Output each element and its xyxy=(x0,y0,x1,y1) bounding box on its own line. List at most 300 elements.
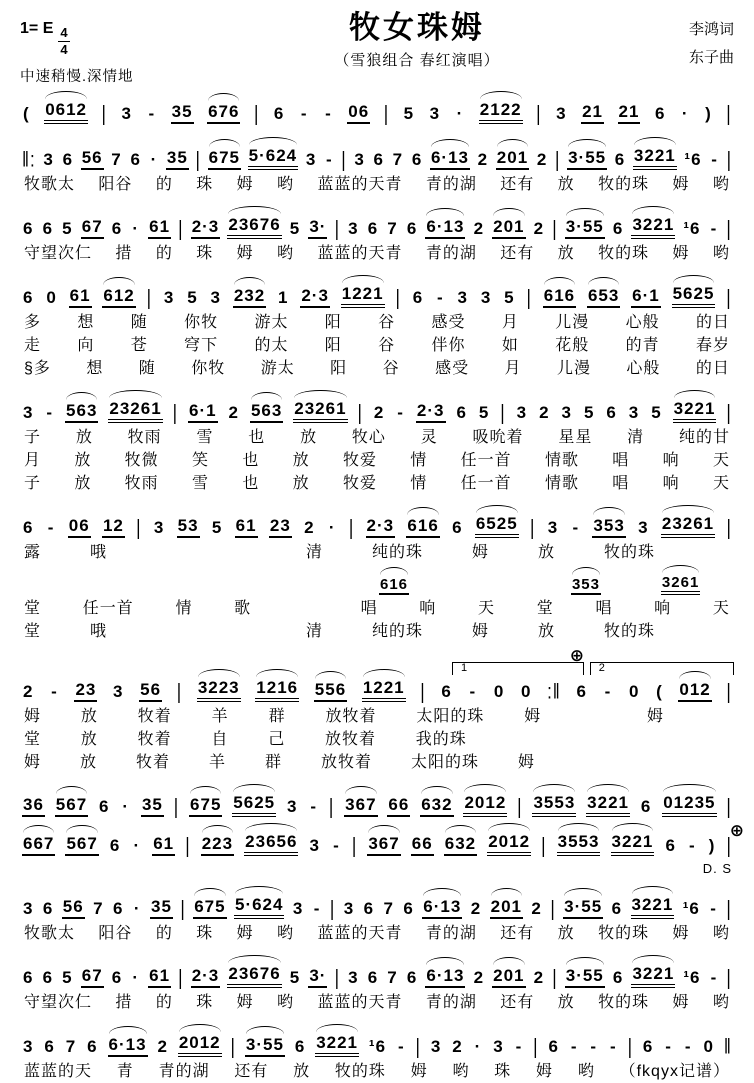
lyric-cluster: 太阳的珠 xyxy=(411,754,480,771)
lyric-cluster: 响 xyxy=(662,452,680,469)
lyric-cluster: 放 xyxy=(557,925,575,942)
lyric-cluster: 谷 xyxy=(382,360,400,377)
lyrics-row xyxy=(20,922,734,945)
lyric-cluster: 穹下 xyxy=(184,337,219,354)
system-3 xyxy=(20,203,734,265)
note-token: 6 xyxy=(456,403,467,422)
lyrics-row xyxy=(20,426,734,449)
lyric-cluster: 你牧 xyxy=(191,360,226,377)
note-token: 12 xyxy=(102,516,125,538)
time-signature xyxy=(58,26,69,56)
lyric-cluster: 哟 xyxy=(452,1063,470,1080)
note-token: 3221 xyxy=(631,964,675,988)
note-token: 06 xyxy=(68,516,91,538)
note-token: 6 xyxy=(109,836,121,855)
note-token: 012 xyxy=(678,680,711,702)
song-title: 牧女珠姆 xyxy=(349,10,485,45)
time-numerator: 4 xyxy=(60,25,68,40)
augmentation-dot: · xyxy=(122,797,130,816)
note-token: 3553 xyxy=(532,793,576,817)
lyric-cluster: 青 xyxy=(116,1063,134,1080)
note-token: 3 xyxy=(163,288,175,307)
lyric-cluster: 哦 xyxy=(90,544,108,561)
barline: | xyxy=(334,965,340,990)
lyric-cluster: 羊 xyxy=(209,754,227,771)
note-token: 6 xyxy=(665,836,676,855)
barline: | xyxy=(726,515,732,540)
lyric-cluster: 心般 xyxy=(626,360,661,377)
final-barline: ‖ xyxy=(723,1034,732,1059)
augmentation-dot: · xyxy=(133,836,141,855)
note-token: 06 xyxy=(347,102,370,124)
note-token: 3·55 xyxy=(565,966,605,988)
note-token: 3·55 xyxy=(563,897,603,919)
duration-dash: - xyxy=(515,1037,523,1056)
lyric-cluster: 牧的珠 xyxy=(603,623,655,640)
note-token: 66 xyxy=(411,834,434,856)
lyric-cluster: 放牧着 xyxy=(321,754,373,771)
note-token: 2 xyxy=(536,150,548,169)
barline: | xyxy=(136,515,142,540)
duration-dash: - xyxy=(46,403,54,422)
lyric-cluster: 放 xyxy=(74,475,92,492)
paren: ) xyxy=(705,104,712,123)
system-4 xyxy=(20,272,734,380)
note-token: 01235 xyxy=(662,793,716,817)
lyric-cluster: 姆 xyxy=(524,708,542,725)
lyric-cluster: 露 xyxy=(24,544,42,561)
note-token: 2 xyxy=(533,968,545,987)
lyricist-credit: 李鸿词 xyxy=(688,21,734,38)
note-token: 6 xyxy=(642,1037,654,1056)
spacer xyxy=(231,542,257,563)
barline: | xyxy=(420,679,426,704)
note-token: 0 xyxy=(703,1037,714,1056)
lyric-cluster: 想 xyxy=(86,360,104,377)
lyric-cluster: 姆 xyxy=(471,623,489,640)
duration-dash: - xyxy=(572,518,580,537)
lyric-cluster: 子 xyxy=(24,475,42,492)
spacer xyxy=(704,706,730,727)
spacer xyxy=(574,752,600,773)
note-token: 2·3 xyxy=(191,217,221,239)
ds-marking: D. S xyxy=(702,861,732,876)
note-token: 6 xyxy=(99,797,110,816)
note-token: 6·13 xyxy=(430,148,470,170)
lyric-cluster: 唱 xyxy=(360,600,378,617)
note-token: 3 xyxy=(210,288,221,307)
note-token: 3221 xyxy=(586,793,630,817)
note-token: 5 xyxy=(62,219,73,238)
notation-row xyxy=(20,88,734,127)
lyric-cluster: 月 xyxy=(504,360,522,377)
note-token: 1221 xyxy=(362,678,406,702)
note-token: 6·1 xyxy=(188,401,218,423)
note-token: 5 xyxy=(651,403,662,422)
barline: | xyxy=(726,285,732,310)
note-token: 6 xyxy=(42,968,54,987)
note-token: 2 xyxy=(157,1037,168,1056)
note-token: 3·55 xyxy=(565,217,605,239)
note-token: 5 xyxy=(289,219,301,238)
note-token: 5·624 xyxy=(234,895,284,919)
barline: | xyxy=(253,101,260,126)
lyric-cluster: 姆 xyxy=(24,754,42,771)
note-token: 56 xyxy=(62,897,85,919)
lyrics-row xyxy=(20,242,734,265)
lyric-cluster: 哟 xyxy=(277,925,295,942)
lyric-cluster: 任一首 xyxy=(460,452,512,469)
lyric-cluster: 姆 xyxy=(672,176,690,193)
barline: | xyxy=(533,1034,539,1059)
volta-2-bracket: 2 xyxy=(590,662,734,675)
lyric-cluster: 放 xyxy=(80,731,98,748)
lyric-cluster: 哟 xyxy=(712,994,730,1011)
duration-dash: - xyxy=(710,899,717,918)
note-token: 6 xyxy=(612,968,624,987)
note-token: 3 xyxy=(121,104,132,123)
augmentation-dot: · xyxy=(328,518,336,537)
note-token: 6·1 xyxy=(631,286,661,308)
note-token: 3 xyxy=(43,150,54,169)
note-token: 5 xyxy=(504,288,515,307)
lyric-cluster: 守望次仁 xyxy=(24,994,93,1011)
lyric-cluster: 放 xyxy=(537,623,555,640)
note-token: 2 xyxy=(304,518,315,537)
note-token: 6 xyxy=(42,219,54,238)
lyric-cluster: 哟 xyxy=(277,994,295,1011)
notation-row xyxy=(20,1021,734,1060)
lyric-cluster: 子 xyxy=(24,429,42,446)
lyric-cluster: 唱 xyxy=(595,600,613,617)
lyric-cluster: 的 xyxy=(155,994,173,1011)
note-token: 353 xyxy=(592,516,625,538)
lyric-cluster: 灵 xyxy=(420,429,438,446)
lyric-cluster: 你牧 xyxy=(184,314,219,331)
duration-dash: - xyxy=(325,150,333,169)
lyric-cluster: 青的湖 xyxy=(425,925,477,942)
note-token: 56 xyxy=(81,148,104,170)
barline: | xyxy=(726,965,732,990)
note-token: 3 xyxy=(153,518,165,537)
lyric-cluster: 堂 xyxy=(24,600,42,617)
lyric-cluster: 牧歌太 xyxy=(24,176,76,193)
note-token: 6·13 xyxy=(425,966,465,988)
lyrics-row xyxy=(20,472,734,495)
lyric-cluster: 放牧着 xyxy=(325,708,377,725)
note-token: 567 xyxy=(65,834,98,856)
lyric-cluster: 青的湖 xyxy=(158,1063,210,1080)
barline: | xyxy=(185,833,191,858)
lyric-cluster: 还有 xyxy=(500,925,535,942)
note-token: 6 xyxy=(611,899,623,918)
lyric-cluster: 感受 xyxy=(431,314,466,331)
note-token: 675 xyxy=(193,897,226,919)
composer-credit: 东子曲 xyxy=(688,48,734,66)
augmentation-dot: · xyxy=(133,899,141,918)
note-token: 6 xyxy=(23,219,34,238)
note-token: 3221 xyxy=(315,1033,359,1057)
note-token: 2 xyxy=(477,150,489,169)
notation-row xyxy=(20,203,734,242)
barline: | xyxy=(552,965,558,990)
lyric-cluster: 堂 xyxy=(536,600,554,617)
spacer xyxy=(639,752,665,773)
lyric-cluster: 星星 xyxy=(558,429,593,446)
barline: | xyxy=(341,147,347,172)
duration-dash: - xyxy=(325,104,332,123)
spacer xyxy=(156,621,182,642)
note-token: 23 xyxy=(269,516,292,538)
barline: | xyxy=(526,285,532,310)
lyric-cluster: 守望次仁 xyxy=(24,245,93,262)
lyric-cluster: 姆 xyxy=(236,245,254,262)
duration-dash: - xyxy=(300,104,308,123)
note-token: 2 xyxy=(531,899,542,918)
lyric-cluster: 游太 xyxy=(254,314,289,331)
note-token: 7 xyxy=(387,219,398,238)
note-token: 675 xyxy=(189,795,222,817)
note-token: 6 xyxy=(452,518,463,537)
note-token: 7 xyxy=(383,899,394,918)
note-token: 6 xyxy=(23,288,34,307)
lyric-cluster: 放 xyxy=(75,429,93,446)
note-token: 61 xyxy=(148,217,171,239)
notation-row xyxy=(20,781,734,820)
lyric-cluster: 的太 xyxy=(254,337,289,354)
lyric-cluster: 牧微 xyxy=(124,452,159,469)
note-token: 3 xyxy=(516,403,528,422)
lyric-cluster: 响 xyxy=(419,600,437,617)
lyric-cluster: 牧心 xyxy=(351,429,386,446)
note-token: 6 xyxy=(576,682,587,701)
lyric-cluster: 姆 xyxy=(672,245,690,262)
augmentation-dot: · xyxy=(132,219,140,238)
note-token: 353 xyxy=(571,576,600,593)
note-token: 632 xyxy=(420,795,453,817)
note-token: 2012 xyxy=(178,1033,222,1057)
note-token: 2122 xyxy=(479,100,523,124)
lyric-cluster: 蓝蓝的天 xyxy=(24,1063,93,1080)
lyric-cluster: 心般 xyxy=(625,314,660,331)
lyric-cluster: 珠 xyxy=(196,245,214,262)
note-token: 23656 xyxy=(244,832,298,856)
note-token: 6 xyxy=(367,968,379,987)
augmentation-dot: · xyxy=(681,104,689,123)
barline: | xyxy=(726,216,732,241)
note-token: 6 xyxy=(62,150,74,169)
note-token: 6 xyxy=(403,899,414,918)
lyric-cluster: 游太 xyxy=(260,360,295,377)
lyric-cluster: 牧雨 xyxy=(124,475,159,492)
note-token: 563 xyxy=(250,401,283,423)
note-token: 53 xyxy=(177,516,200,538)
note-token: 67 xyxy=(81,966,104,988)
barline: | xyxy=(726,679,732,704)
note-token: 5625 xyxy=(232,793,276,817)
note-token: 3221 xyxy=(673,399,717,423)
note-token: 7 xyxy=(392,150,404,169)
note-token: 61 xyxy=(152,834,175,856)
note-token: 6 xyxy=(411,150,423,169)
note-token: 3 xyxy=(628,403,640,422)
note-token: 23676 xyxy=(227,964,281,988)
note-token: 6·13 xyxy=(108,1035,148,1057)
lyric-cluster: 牧的珠 xyxy=(598,245,650,262)
note-token: 56 xyxy=(139,680,162,702)
lyric-cluster: 哦 xyxy=(90,623,108,640)
spacer xyxy=(638,729,664,750)
key-signature xyxy=(20,10,195,56)
lyric-cluster: 哟 xyxy=(577,1063,595,1080)
system-9 xyxy=(20,883,734,945)
lyric-cluster: 自 xyxy=(211,731,229,748)
note-token: 616 xyxy=(543,286,576,308)
coda-icon: ⊕ xyxy=(729,821,744,840)
lyric-cluster: 牧着 xyxy=(137,708,172,725)
duration-dash: - xyxy=(148,104,156,123)
duration-dash: - xyxy=(313,899,321,918)
lyric-cluster: 天 xyxy=(712,452,730,469)
lyric-cluster: 阳 xyxy=(324,337,342,354)
lyric-cluster: 还有 xyxy=(500,994,535,1011)
lyric-cluster: 放 xyxy=(74,452,92,469)
note-token: 7 xyxy=(93,899,104,918)
note-token: 3 xyxy=(292,899,304,918)
note-token: 2 xyxy=(373,403,385,422)
note-token: 6525 xyxy=(475,514,519,538)
notation-row xyxy=(20,883,734,922)
lyric-cluster: 珠 xyxy=(494,1063,512,1080)
paren: ) xyxy=(708,836,716,855)
lyric-cluster: 青的湖 xyxy=(425,994,477,1011)
lyric-cluster: 姆 xyxy=(24,708,42,725)
lyric-cluster: 情歌 xyxy=(544,452,579,469)
lyric-cluster: 伴你 xyxy=(431,337,466,354)
barline: | xyxy=(726,101,732,126)
lyric-cluster: 也 xyxy=(242,475,260,492)
duration-dash: - xyxy=(688,836,696,855)
lyric-cluster: 牧的珠 xyxy=(603,544,655,561)
lyric-cluster: 响 xyxy=(654,600,672,617)
note-token: 2·3 xyxy=(191,966,221,988)
notation-row xyxy=(20,502,734,541)
lyric-cluster: 笑 xyxy=(191,452,209,469)
lyric-cluster: 花般 xyxy=(555,337,590,354)
lyric-cluster: 向 xyxy=(77,337,95,354)
note-token: 6 xyxy=(406,968,418,987)
note-token: 6 xyxy=(441,682,452,701)
spacer xyxy=(293,598,319,619)
lyric-cluster: 放 xyxy=(557,994,575,1011)
lyric-cluster: 情 xyxy=(410,452,428,469)
note-token: 35 xyxy=(150,897,173,919)
note-token: 0 xyxy=(46,288,57,307)
notation-row xyxy=(20,272,734,311)
barline: | xyxy=(541,833,547,858)
barline: | xyxy=(726,833,732,858)
lyric-cluster: 也 xyxy=(242,452,260,469)
barline: | xyxy=(146,285,153,310)
note-token: 2 xyxy=(473,968,485,987)
lyric-cluster: 感受 xyxy=(435,360,470,377)
note-token: 3221 xyxy=(631,895,675,919)
barline: | xyxy=(517,794,523,819)
spacer xyxy=(704,752,730,773)
system-7 xyxy=(20,646,734,774)
lyrics-row xyxy=(20,728,734,751)
note-token: 2·3 xyxy=(416,401,446,423)
duration-dash: - xyxy=(570,1037,578,1056)
system-1 xyxy=(20,88,734,127)
note-token: 0 xyxy=(628,682,640,701)
barline: | xyxy=(328,794,335,819)
duration-dash: - xyxy=(710,968,718,987)
lyric-cluster: 姆 xyxy=(410,1063,428,1080)
lyric-cluster: 放 xyxy=(557,176,575,193)
lyric-cluster: 儿漫 xyxy=(556,360,591,377)
lyric-cluster: 任一首 xyxy=(460,475,512,492)
note-token: 3 xyxy=(493,1037,504,1056)
system-10 xyxy=(20,952,734,1014)
lyric-cluster: 牧的珠 xyxy=(598,994,650,1011)
duration-dash: - xyxy=(397,1037,405,1056)
note-token: 3 xyxy=(638,518,649,537)
note-token: 3 xyxy=(547,518,559,537)
lyric-cluster: 苍 xyxy=(130,337,148,354)
note-token: 3 xyxy=(305,150,317,169)
lyric-cluster: 清 xyxy=(305,544,323,561)
duration-dash: - xyxy=(51,682,58,701)
note-token: 66 xyxy=(387,795,410,817)
note-token: 201 xyxy=(492,217,525,239)
note-token: 6 xyxy=(23,518,34,537)
lyric-cluster: 的日 xyxy=(695,314,730,331)
note-token: 3· xyxy=(308,217,327,239)
note-token: 35 xyxy=(166,148,189,170)
note-token: ¹6 xyxy=(683,968,701,987)
duration-dash: - xyxy=(604,682,612,701)
duration-dash: - xyxy=(397,403,404,422)
lyric-cluster: 天 xyxy=(712,600,730,617)
header-left xyxy=(20,10,195,86)
lyric-cluster: 放 xyxy=(80,754,98,771)
note-token: 201 xyxy=(496,148,529,170)
barline: | xyxy=(500,400,506,425)
note-token: 3· xyxy=(308,966,327,988)
lyric-cluster: 纯的珠 xyxy=(371,544,423,561)
note-token: 567 xyxy=(55,795,88,817)
duration-dash: - xyxy=(665,1037,672,1056)
spacer xyxy=(704,542,730,563)
lyric-cluster: 姆 xyxy=(236,176,254,193)
note-token: 3·55 xyxy=(245,1035,285,1057)
lyric-cluster: 的日 xyxy=(695,360,730,377)
spacer xyxy=(572,729,598,750)
lyric-cluster: 蓝蓝的天青 xyxy=(317,994,403,1011)
note-token: 2 xyxy=(533,219,545,238)
barline: | xyxy=(726,896,732,921)
header xyxy=(20,10,734,86)
barline: | xyxy=(334,216,340,241)
barline: | xyxy=(176,679,183,704)
note-token: 67 xyxy=(81,217,104,239)
lyric-cluster: 牧着 xyxy=(136,754,171,771)
system-11 xyxy=(20,1021,734,1083)
lyric-cluster: （fkqyx记谱） xyxy=(619,1063,730,1080)
lyric-cluster: 纯的甘 xyxy=(678,429,730,446)
lyric-cluster: 儿漫 xyxy=(555,314,590,331)
